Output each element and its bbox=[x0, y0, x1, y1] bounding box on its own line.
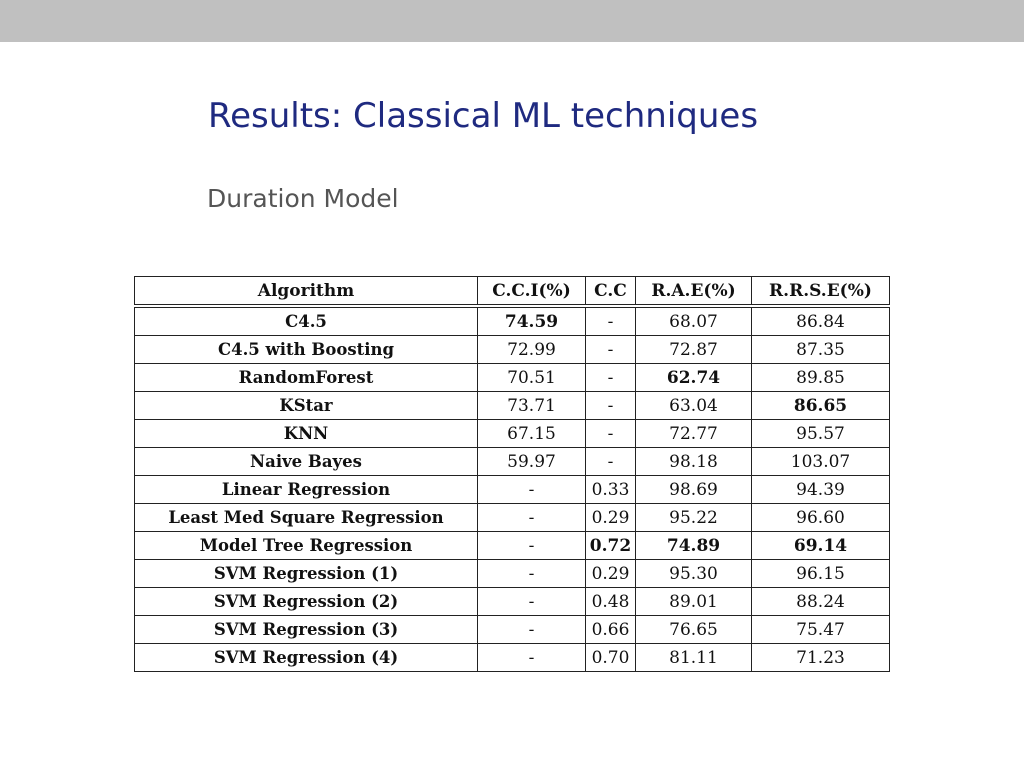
top-bar bbox=[0, 0, 1024, 42]
cell-cci: 70.51 bbox=[478, 364, 586, 392]
cell-cc: - bbox=[586, 392, 636, 420]
cell-cc: 0.70 bbox=[586, 644, 636, 672]
table-row bbox=[135, 476, 890, 504]
cell-cc: - bbox=[586, 420, 636, 448]
cell-algorithm: Model Tree Regression bbox=[135, 532, 478, 560]
cell-rrse: 88.24 bbox=[752, 588, 890, 616]
cell-cc: 0.29 bbox=[586, 560, 636, 588]
cell-algorithm: Linear Regression bbox=[135, 476, 478, 504]
cell-rae: 68.07 bbox=[636, 306, 752, 336]
cell-rae: 98.18 bbox=[636, 448, 752, 476]
cell-rrse: 86.65 bbox=[752, 392, 890, 420]
cell-cc: 0.48 bbox=[586, 588, 636, 616]
cell-algorithm: SVM Regression (4) bbox=[135, 644, 478, 672]
cell-rae: 81.11 bbox=[636, 644, 752, 672]
table-row bbox=[135, 448, 890, 476]
header-cci: C.C.I(%) bbox=[478, 277, 586, 307]
cell-cc: - bbox=[586, 306, 636, 336]
cell-algorithm: SVM Regression (1) bbox=[135, 560, 478, 588]
cell-rae: 98.69 bbox=[636, 476, 752, 504]
cell-rae: 72.87 bbox=[636, 336, 752, 364]
cell-rae: 76.65 bbox=[636, 616, 752, 644]
cell-rae: 89.01 bbox=[636, 588, 752, 616]
cell-algorithm: KStar bbox=[135, 392, 478, 420]
cell-cci: - bbox=[478, 504, 586, 532]
cell-algorithm: RandomForest bbox=[135, 364, 478, 392]
cell-cci: - bbox=[478, 476, 586, 504]
results-table bbox=[134, 276, 890, 672]
cell-rrse: 103.07 bbox=[752, 448, 890, 476]
table-body bbox=[135, 306, 890, 672]
cell-rae: 95.30 bbox=[636, 560, 752, 588]
cell-rrse: 94.39 bbox=[752, 476, 890, 504]
cell-cc: 0.29 bbox=[586, 504, 636, 532]
cell-rrse: 96.15 bbox=[752, 560, 890, 588]
cell-cc: 0.66 bbox=[586, 616, 636, 644]
slide-subtitle: Duration Model bbox=[207, 184, 399, 213]
table-row bbox=[135, 306, 890, 336]
table-row bbox=[135, 504, 890, 532]
cell-cci: 72.99 bbox=[478, 336, 586, 364]
cell-algorithm: Least Med Square Regression bbox=[135, 504, 478, 532]
header-rae: R.A.E(%) bbox=[636, 277, 752, 307]
cell-algorithm: SVM Regression (2) bbox=[135, 588, 478, 616]
cell-rae: 95.22 bbox=[636, 504, 752, 532]
cell-rrse: 86.84 bbox=[752, 306, 890, 336]
cell-cci: 73.71 bbox=[478, 392, 586, 420]
table-row bbox=[135, 616, 890, 644]
cell-algorithm: C4.5 bbox=[135, 306, 478, 336]
cell-rae: 74.89 bbox=[636, 532, 752, 560]
cell-rrse: 71.23 bbox=[752, 644, 890, 672]
header-algorithm: Algorithm bbox=[135, 277, 478, 307]
cell-cci: - bbox=[478, 616, 586, 644]
table-header-row bbox=[135, 277, 890, 307]
cell-cci: 74.59 bbox=[478, 306, 586, 336]
cell-rrse: 75.47 bbox=[752, 616, 890, 644]
cell-cci: - bbox=[478, 588, 586, 616]
header-cc: C.C bbox=[586, 277, 636, 307]
cell-rrse: 69.14 bbox=[752, 532, 890, 560]
cell-cci: - bbox=[478, 560, 586, 588]
slide-title: Results: Classical ML techniques bbox=[208, 96, 759, 136]
table-row bbox=[135, 420, 890, 448]
header-rrse: R.R.S.E(%) bbox=[752, 277, 890, 307]
cell-cci: - bbox=[478, 644, 586, 672]
table-row bbox=[135, 392, 890, 420]
cell-cc: - bbox=[586, 448, 636, 476]
table-row bbox=[135, 588, 890, 616]
cell-rrse: 96.60 bbox=[752, 504, 890, 532]
table-row bbox=[135, 532, 890, 560]
cell-cc: 0.72 bbox=[586, 532, 636, 560]
cell-rrse: 87.35 bbox=[752, 336, 890, 364]
cell-cc: - bbox=[586, 336, 636, 364]
cell-algorithm: C4.5 with Boosting bbox=[135, 336, 478, 364]
table-row bbox=[135, 560, 890, 588]
cell-algorithm: SVM Regression (3) bbox=[135, 616, 478, 644]
cell-cc: 0.33 bbox=[586, 476, 636, 504]
cell-rae: 62.74 bbox=[636, 364, 752, 392]
table-row bbox=[135, 336, 890, 364]
cell-algorithm: Naive Bayes bbox=[135, 448, 478, 476]
cell-cci: - bbox=[478, 532, 586, 560]
cell-algorithm: KNN bbox=[135, 420, 478, 448]
table-row bbox=[135, 364, 890, 392]
cell-rae: 72.77 bbox=[636, 420, 752, 448]
cell-rrse: 95.57 bbox=[752, 420, 890, 448]
cell-cc: - bbox=[586, 364, 636, 392]
table-row bbox=[135, 644, 890, 672]
cell-cci: 59.97 bbox=[478, 448, 586, 476]
cell-rrse: 89.85 bbox=[752, 364, 890, 392]
cell-cci: 67.15 bbox=[478, 420, 586, 448]
cell-rae: 63.04 bbox=[636, 392, 752, 420]
